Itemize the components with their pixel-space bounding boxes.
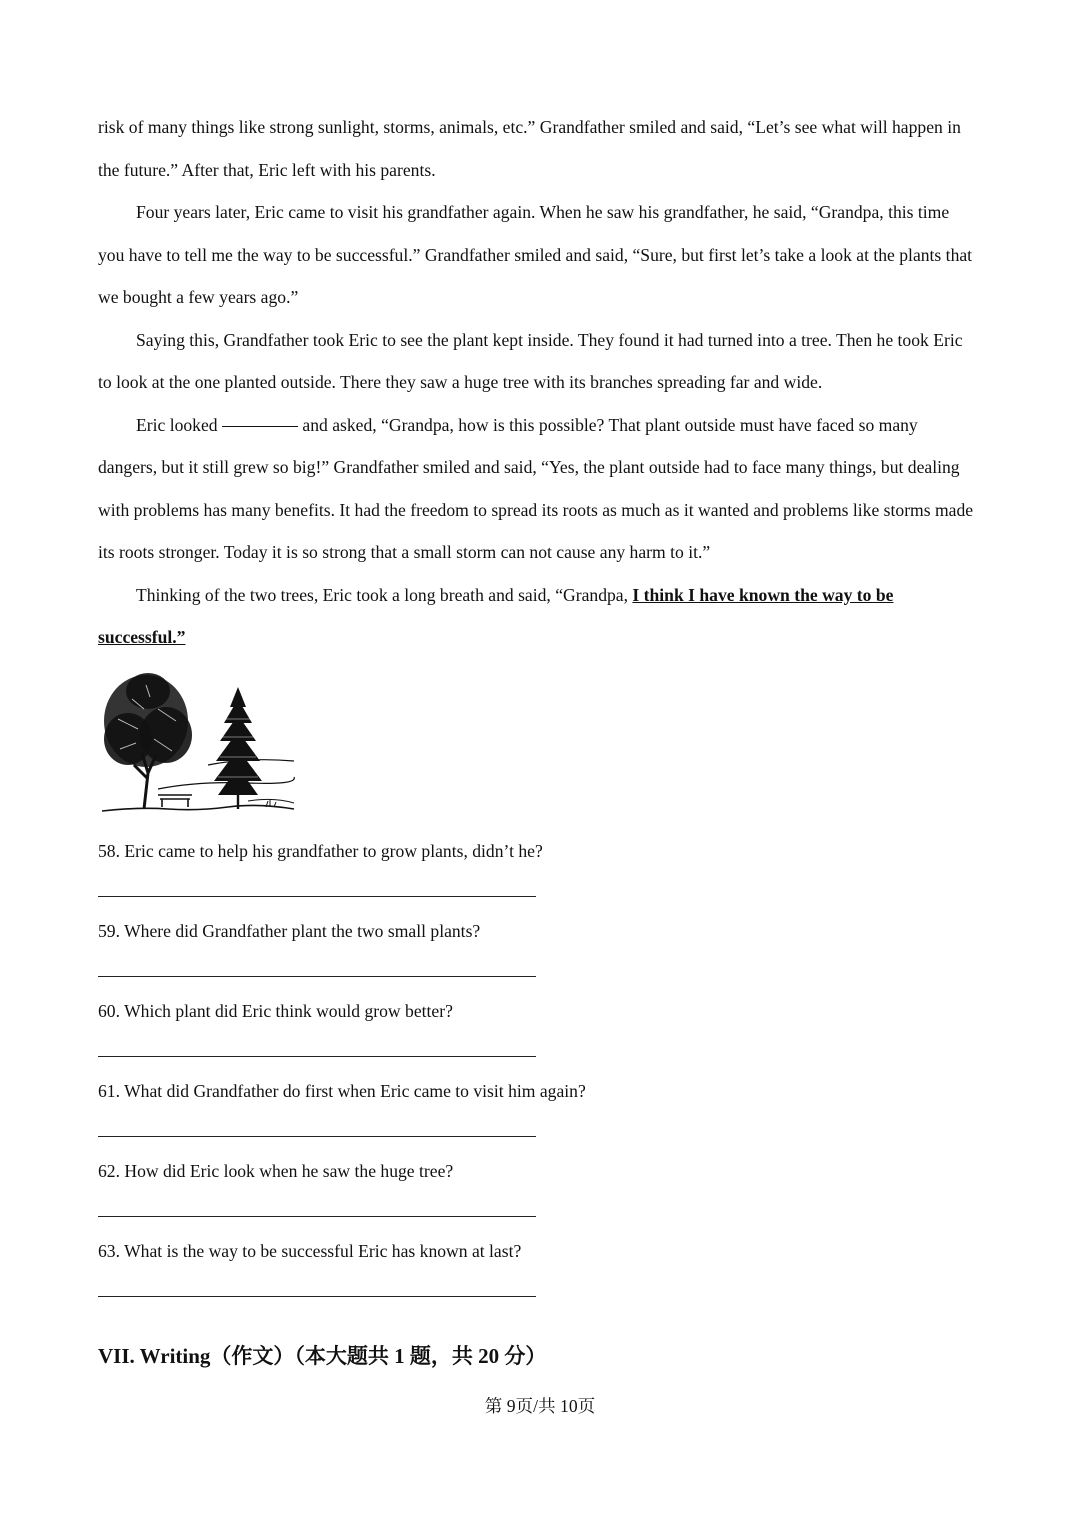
question-list — [98, 839, 978, 1297]
passage-container — [98, 106, 978, 1297]
answer-line-63[interactable] — [98, 1296, 536, 1297]
trees-illustration-icon — [98, 669, 298, 817]
question-62: 62. How did Eric look when he saw the huge tree? — [98, 1160, 454, 1181]
paragraph-5-start: Thinking of the two trees, Eric took a long breath and said, “Grandpa, — [136, 584, 628, 605]
paragraph-3: Saying this, Grandfather took Eric to see the plant kept inside. They found it had turned into a tree. Then he took Eric to look at the one planted outside. There they saw a huge tree with its branches spreading far and wide. — [98, 329, 963, 392]
answer-line-58[interactable] — [98, 896, 536, 897]
question-60: 60. Which plant did Eric think would grow better? — [98, 1000, 453, 1021]
paragraph-4-rest: and asked, “Grandpa, how is this possible? That plant outside must have faced so many dangers, but it still grew so big!” Grandfather smiled and said, “Yes, the plant outside had to face many things, but dealing with problems has many benefits. It had the freedom to spread its roots as much as it wanted and problems like storms made its roots stronger. Today it is so strong that a small storm can not cause any harm to it.” — [98, 414, 974, 562]
answer-line-62[interactable] — [98, 1216, 536, 1217]
section-title: VII. Writing（作文）（本大题共 1 题，共 20 分） — [98, 1344, 547, 1368]
question-63: 63. What is the way to be successful Eric has known at last? — [98, 1240, 522, 1261]
paragraph-5 — [98, 574, 978, 659]
fill-in-blank — [222, 425, 298, 427]
paragraph-4-start: Eric looked — [136, 414, 218, 435]
page-number: 第 9页/共 10页 — [484, 1396, 596, 1416]
paragraph-4 — [98, 404, 978, 574]
key-sentence: I think I have known the way to be successful.” — [98, 584, 894, 647]
question-58: 58. Eric came to help his grandfather to grow plants, didn’t he? — [98, 840, 543, 861]
question-61: 61. What did Grandfather do first when Eric came to visit him again? — [98, 1080, 586, 1101]
paragraph-1: risk of many things like strong sunlight, storms, animals, etc.” Grandfather smiled and said, “Let’s see what will happen in the future.” After that, Eric left with his parents. — [98, 117, 961, 180]
answer-line-59[interactable] — [98, 976, 536, 977]
question-59: 59. Where did Grandfather plant the two small plants? — [98, 920, 481, 941]
answer-line-60[interactable] — [98, 1056, 536, 1057]
paragraph-2: Four years later, Eric came to visit his grandfather again. When he saw his grandfather, he said, “Grandpa, this time you have to tell me the way to be successful.” Grandfather smiled and said, “Sure, but first let’s take a look at the plants that we bought a few years ago.” — [98, 202, 973, 307]
answer-line-61[interactable] — [98, 1136, 536, 1137]
